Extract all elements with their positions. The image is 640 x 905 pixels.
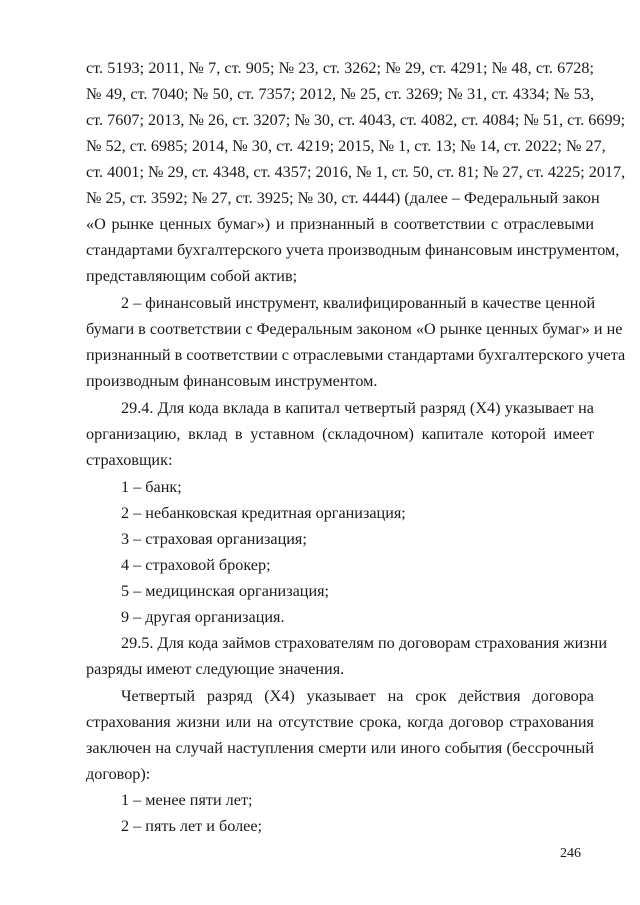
list-item: 1 – менее пяти лет; (121, 791, 253, 809)
text-line: ст. 5193; 2011, № 7, ст. 905; № 23, ст. 3262; № 29, ст. 4291; № 48, ст. 6728; (86, 59, 594, 77)
text-line: страхования жизни или на отсутствие срока, когда договор страхования (86, 713, 594, 731)
text-line: ст. 7607; 2013, № 26, ст. 3207; № 30, ст. 4043, ст. 4082, ст. 4084; № 51, ст. 6699; (86, 111, 626, 129)
text-line: № 25, ст. 3592; № 27, ст. 3925; № 30, ст. 4444) (далее – Федеральный закон (86, 189, 600, 207)
list-item: 1 – банк; (121, 478, 182, 496)
list-item: 4 – страховой брокер; (121, 556, 271, 574)
list-item: 3 – страховая организация; (121, 530, 307, 548)
text-line: «О рынке ценных бумаг») и признанный в соответствии с отраслевыми (86, 215, 594, 233)
text-line: производным финансовым инструментом. (86, 372, 378, 390)
text-line: страховщик: (86, 451, 173, 469)
page-number: 246 (560, 846, 581, 861)
list-item: 2 – пять лет и более; (121, 817, 263, 835)
text-line: 2 – финансовый инструмент, квалифицированный в качестве ценной (121, 294, 596, 312)
text-line: стандартами бухгалтерского учета производным финансовым инструментом, (86, 241, 620, 259)
text-line: бумаги в соответствии с Федеральным законом «О рынке ценных бумаг» и не (86, 320, 623, 338)
list-item: 2 – небанковская кредитная организация; (121, 504, 406, 522)
text-line: договор): (86, 765, 151, 783)
text-line: ст. 4001; № 29, ст. 4348, ст. 4357; 2016, № 1, ст. 50, ст. 81; № 27, ст. 4225; 2017, (86, 163, 626, 181)
text-line: 29.4. Для кода вклада в капитал четвертый разряд (Х4) указывает на (121, 399, 594, 417)
text-line: № 52, ст. 6985; 2014, № 30, ст. 4219; 2015, № 1, ст. 13; № 14, ст. 2022; № 27, (86, 137, 606, 155)
text-line: Четвертый разряд (Х4) указывает на срок действия договора (121, 687, 594, 705)
list-item: 5 – медицинская организация; (121, 582, 330, 600)
text-line: представляющим собой актив; (86, 267, 298, 285)
text-line: 29.5. Для кода займов страхователям по договорам страхования жизни (121, 634, 607, 652)
text-line: организацию, вклад в уставном (складочном) капитале которой имеет (86, 425, 594, 443)
text-line: признанный в соответствии с отраслевыми стандартами бухгалтерского учета (86, 346, 626, 364)
text-line: № 49, ст. 7040; № 50, ст. 7357; 2012, № 25, ст. 3269; № 31, ст. 4334; № 53, (86, 85, 594, 103)
text-line: разряды имеют следующие значения. (86, 660, 345, 678)
text-line: заключен на случай наступления смерти или иного события (бессрочный (86, 739, 594, 757)
list-item: 9 – другая организация. (121, 608, 285, 626)
